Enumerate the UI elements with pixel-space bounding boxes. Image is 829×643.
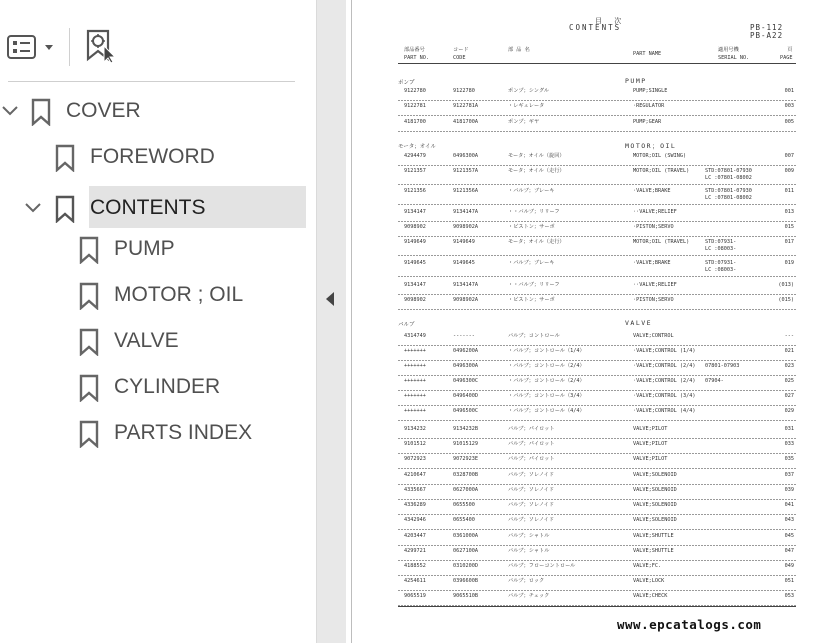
header-label-jp: 適用号機 (718, 47, 739, 53)
header-label-jp: 頁 (787, 47, 793, 53)
part-name-jp: ・バルブ；コントロール（4/4） (508, 408, 585, 414)
part-number: 9098902 (404, 297, 426, 303)
part-number: 4299721 (404, 548, 426, 554)
part-name: MOTOR;OIL (SWING) (633, 153, 687, 159)
page-number: 017 (784, 239, 794, 245)
part-name: ·VALVE;CONTROL (2/4) (633, 363, 696, 369)
bookmarks-panel (0, 0, 316, 643)
table-row (398, 166, 796, 185)
footer-rule (398, 606, 796, 607)
panel-splitter[interactable] (316, 0, 346, 643)
part-code: ------- (453, 333, 475, 339)
header-code (453, 46, 469, 62)
table-row (398, 151, 796, 166)
part-name-jp: バルブ；シャトル (508, 548, 550, 554)
table-row (398, 361, 796, 376)
bookmark-icon (55, 195, 75, 223)
part-number: 9098902 (404, 224, 426, 230)
document-code-1: PB-112 (750, 23, 784, 32)
row-rule (398, 529, 796, 530)
part-name: VALVE;SOLENOID (633, 502, 677, 508)
part-name-jp: バルブ；コントロール (508, 333, 560, 339)
table-row (398, 391, 796, 406)
part-name-jp: バルブ；ソレノイド (508, 517, 555, 523)
part-name-jp: バルブ；ロック (508, 578, 545, 584)
section-heading-jp: ポンプ (398, 80, 415, 86)
part-name-jp: ・バルブ；ブレーキ (508, 260, 555, 266)
part-code: 0627100A (453, 548, 478, 554)
page-number: 039 (784, 487, 794, 493)
row-rule (398, 255, 796, 256)
part-code: 9134147A (453, 209, 478, 215)
part-name: ·VALVE;CONTROL (4/4) (633, 408, 696, 414)
table-row (398, 295, 796, 310)
part-name-jp: モータ；オイル（走行） (508, 239, 565, 245)
part-name-jp: バルブ；チェック (508, 593, 550, 599)
header-rule (398, 63, 796, 64)
page-number: 015 (784, 224, 794, 230)
page-number: 027 (784, 393, 794, 399)
part-name: VALVE;FC. (633, 563, 662, 569)
section-heading-jp: バルブ (398, 322, 415, 328)
page-number: 051 (784, 578, 794, 584)
bookmark-motor-oil[interactable] (0, 273, 316, 317)
row-rule (398, 115, 796, 116)
serial-number: STD:07931- (705, 260, 737, 266)
header-part-no (404, 46, 429, 62)
serial-number-2: LC :08003- (705, 246, 737, 252)
page-number: 021 (784, 348, 794, 354)
part-code: 9121356A (453, 188, 478, 194)
part-name: ·VALVE;BRAKE (633, 188, 671, 194)
part-name: VALVE;CHECK (633, 593, 668, 599)
bookmark-cover[interactable] (0, 89, 316, 133)
part-code: 0496200A (453, 348, 478, 354)
part-name-jp: バルブ；ソレノイド (508, 472, 555, 478)
part-name: ·VALVE;CONTROL (2/4) (633, 378, 696, 384)
table-row (398, 500, 796, 515)
header-label: PART NO. (404, 55, 429, 61)
part-name: VALVE;PILOT (633, 426, 668, 432)
part-code: 9065510B (453, 593, 478, 599)
part-code: 0496300C (453, 378, 478, 384)
part-code: 0496500C (453, 408, 478, 414)
header-part-name-jp (508, 46, 530, 54)
bookmark-icon (79, 420, 99, 448)
bookmark-label: CYLINDER (114, 375, 221, 398)
table-row (398, 561, 796, 576)
options-menu-button[interactable] (6, 34, 56, 60)
row-rule (398, 309, 796, 310)
part-number: 4254611 (404, 578, 426, 584)
find-bookmark-button[interactable] (84, 28, 120, 64)
collapse-panel-icon[interactable] (322, 290, 338, 308)
serial-number: STD:07931- (705, 239, 737, 245)
part-code: 9134232B (453, 426, 478, 432)
part-code: 0396600B (453, 578, 478, 584)
part-name: VALVE;SOLENOID (633, 517, 677, 523)
page-number: 003 (784, 103, 794, 109)
table-row (398, 531, 796, 546)
table-row (398, 406, 796, 421)
part-code: 9149649 (453, 239, 475, 245)
part-number: 4210647 (404, 472, 426, 478)
part-number: +++++++ (404, 393, 426, 399)
page-number: 023 (784, 363, 794, 369)
page-number: 033 (784, 441, 794, 447)
part-name: ·VALVE;BRAKE (633, 260, 671, 266)
part-name-jp: ・バルブ；コントロール（2/4） (508, 363, 585, 369)
bookmark-foreword[interactable] (0, 135, 316, 179)
part-number: 9122780 (404, 88, 426, 94)
part-number: 4203447 (404, 533, 426, 539)
bookmark-label: MOTOR ; OIL (114, 283, 244, 306)
toolbar-separator (8, 81, 295, 82)
page-number: 041 (784, 502, 794, 508)
part-number: 4188552 (404, 563, 426, 569)
bookmark-label: VALVE (114, 329, 179, 352)
row-rule (398, 131, 796, 132)
serial-number-2: LC :08003- (705, 267, 737, 273)
header-label: PAGE (780, 55, 793, 61)
header-page (780, 46, 793, 62)
part-name-jp: ・バルブ；コントロール（2/4） (508, 378, 585, 384)
part-name: PUMP;GEAR (633, 119, 662, 125)
bookmark-icon (79, 374, 99, 402)
part-name-jp: バルブ；パイロット (508, 426, 555, 432)
header-label: PART NAME (633, 51, 662, 57)
page-number: 013 (784, 209, 794, 215)
page-number: 025 (784, 378, 794, 384)
part-code: 0310200D (453, 563, 478, 569)
bookmark-valve[interactable] (0, 319, 316, 363)
part-code: 0361000A (453, 533, 478, 539)
part-number: 4294479 (404, 153, 426, 159)
part-code: 0496300A (453, 363, 478, 369)
page-number: 007 (784, 153, 794, 159)
bookmark-icon (55, 144, 75, 172)
part-name-jp: ・・バルブ；リリーフ (508, 209, 560, 215)
part-name: VALVE;SHUTTLE (633, 533, 674, 539)
header-label: SERIAL NO. (718, 55, 750, 61)
table-row (398, 576, 796, 591)
page-number: 037 (784, 472, 794, 478)
part-number: 9149649 (404, 239, 426, 245)
table-row (398, 117, 796, 132)
table-row (398, 515, 796, 530)
part-name-jp: ・バルブ；ブレーキ (508, 188, 555, 194)
part-name-jp: ポンプ；ギヤ (508, 119, 540, 125)
page-number: 031 (784, 426, 794, 432)
section-heading: VALVE (625, 319, 653, 327)
header-label-jp: コード (453, 47, 469, 53)
part-name: ·PISTON;SERVO (633, 297, 674, 303)
bookmark-label: CONTENTS (90, 196, 206, 219)
part-code: 0655400 (453, 517, 475, 523)
section-heading: PUMP (625, 77, 647, 85)
table-row (398, 439, 796, 454)
page-title: CONTENTS (569, 23, 622, 32)
part-number: 4314749 (404, 333, 426, 339)
part-name: VALVE;CONTROL (633, 333, 674, 339)
part-number: 9134147 (404, 282, 426, 288)
part-code: 9134147A (453, 282, 478, 288)
bookmarks-toolbar (0, 0, 316, 82)
bookmark-label: PARTS INDEX (114, 421, 253, 444)
table-row (398, 207, 796, 222)
page-number: 019 (784, 260, 794, 266)
table-row (398, 546, 796, 561)
table-row (398, 470, 796, 485)
page-number: 053 (784, 593, 794, 599)
row-rule (398, 420, 796, 421)
row-rule (398, 184, 796, 185)
watermark-text: www.epcatalogs.com (617, 617, 762, 632)
table-row (398, 222, 796, 237)
serial-number: STD:07801-07930 (705, 168, 752, 174)
part-code: 0328700B (453, 472, 478, 478)
serial-number: STD:07801-07930 (705, 188, 752, 194)
header-label-jp: 部 品 名 (508, 47, 530, 53)
part-number: 9134147 (404, 209, 426, 215)
part-number: 9121356 (404, 188, 426, 194)
table-row (398, 101, 796, 116)
page-number: 043 (784, 517, 794, 523)
part-number: 4342946 (404, 517, 426, 523)
part-name: VALVE;SHUTTLE (633, 548, 674, 554)
table-row (398, 346, 796, 361)
part-number: 9101512 (404, 441, 426, 447)
part-name-jp: ・レギュレータ (508, 103, 545, 109)
part-number: 9065519 (404, 593, 426, 599)
part-number: 9149645 (404, 260, 426, 266)
serial-number-2: LC :07801-08002 (705, 175, 752, 181)
part-code: 91015129 (453, 441, 478, 447)
part-name-jp: ・ピストン；サーボ (508, 224, 555, 230)
part-name: VALVE;SOLENOID (633, 487, 677, 493)
page-number: 045 (784, 533, 794, 539)
section-heading-jp: モータ；オイル (398, 144, 437, 150)
chevron-down-icon[interactable] (0, 99, 24, 123)
table-row (398, 591, 796, 606)
document-page (351, 0, 829, 643)
serial-number: 07904- (705, 378, 724, 384)
page-number: (013) (778, 282, 794, 288)
part-name-jp: ・ピストン；サーボ (508, 297, 555, 303)
table-row (398, 376, 796, 391)
row-rule (398, 276, 796, 277)
bookmark-label: FOREWORD (90, 145, 215, 168)
part-name-jp: バルブ；パイロット (508, 456, 555, 462)
table-row (398, 454, 796, 469)
bookmark-find-icon (84, 28, 120, 64)
chevron-down-icon[interactable] (23, 196, 47, 220)
part-name: ··VALVE;RELIEF (633, 282, 677, 288)
table-row (398, 424, 796, 439)
part-name-jp: バルブ；ソレノイド (508, 502, 555, 508)
part-code: 9098902A (453, 224, 478, 230)
page-number: 009 (784, 168, 794, 174)
part-number: 9072923 (404, 456, 426, 462)
serial-number: 07801-07903 (705, 363, 740, 369)
part-name-jp: ・バルブ；コントロール（3/4） (508, 393, 585, 399)
section-heading: MOTOR；OIL (625, 142, 677, 150)
part-name: ·VALVE;CONTROL (1/4) (633, 348, 696, 354)
table-row (398, 186, 796, 205)
bookmark-pump[interactable] (0, 227, 316, 271)
part-code: 0655500 (453, 502, 475, 508)
part-name: MOTOR;OIL (TRAVEL) (633, 239, 690, 245)
bookmark-icon (79, 328, 99, 356)
part-number: +++++++ (404, 408, 426, 414)
list-options-icon (6, 34, 56, 60)
part-name-jp: ・・バルブ；リリーフ (508, 282, 560, 288)
serial-number-2: LC :07801-08002 (705, 195, 752, 201)
part-code: 9098902A (453, 297, 478, 303)
part-code: 9121357A (453, 168, 478, 174)
part-name: MOTOR;OIL (TRAVEL) (633, 168, 690, 174)
part-name-jp: モータ；オイル（走行） (508, 168, 565, 174)
page-number: (015) (778, 297, 794, 303)
part-code: 9149645 (453, 260, 475, 266)
bookmark-label: PUMP (114, 237, 175, 260)
page-number: 049 (784, 563, 794, 569)
part-name: VALVE;LOCK (633, 578, 665, 584)
bookmark-parts-index[interactable] (0, 411, 316, 455)
bookmark-icon (79, 282, 99, 310)
part-code: 9122780 (453, 88, 475, 94)
page-title-jp: 目 次 (595, 17, 626, 25)
page-number: 001 (784, 88, 794, 94)
part-name-jp: ポンプ；シングル (508, 88, 550, 94)
part-name-jp: バルブ；ソレノイド (508, 487, 555, 493)
part-name-jp: モータ；オイル（旋回） (508, 153, 565, 159)
table-row (398, 485, 796, 500)
header-label: CODE (453, 55, 466, 61)
page-number: 035 (784, 456, 794, 462)
table-row (398, 258, 796, 277)
page-number: 005 (784, 119, 794, 125)
table-row (398, 331, 796, 346)
part-name: ·VALVE;CONTROL (3/4) (633, 393, 696, 399)
part-name: VALVE;PILOT (633, 456, 668, 462)
part-name-jp: バルブ；パイロット (508, 441, 555, 447)
bookmark-icon (79, 236, 99, 264)
part-name: PUMP;SINGLE (633, 88, 668, 94)
toolbar-divider (69, 28, 70, 66)
document-code-2: PB-A22 (750, 31, 784, 40)
part-code: 9122781A (453, 103, 478, 109)
part-number: +++++++ (404, 378, 426, 384)
part-code: 9072923E (453, 456, 478, 462)
header-serial (718, 46, 749, 62)
part-code: 4181700A (453, 119, 478, 125)
table-row (398, 280, 796, 295)
part-number: +++++++ (404, 363, 426, 369)
part-name: VALVE;SOLENOID (633, 472, 677, 478)
bookmark-contents[interactable] (0, 186, 316, 230)
part-number: 9121357 (404, 168, 426, 174)
row-rule (398, 468, 796, 469)
page-number: --- (784, 333, 794, 339)
part-number: 9122781 (404, 103, 426, 109)
part-number: 4336289 (404, 502, 426, 508)
part-name: ·PISTON;SERVO (633, 224, 674, 230)
part-number: 9134232 (404, 426, 426, 432)
part-name: ·REGULATOR (633, 103, 665, 109)
header-part-name (633, 50, 661, 58)
table-row (398, 237, 796, 256)
part-code: 0627000A (453, 487, 478, 493)
part-name: ··VALVE;RELIEF (633, 209, 677, 215)
part-code: 0496300A (453, 153, 478, 159)
part-code: 0496400D (453, 393, 478, 399)
part-number: 4335667 (404, 487, 426, 493)
page-number: 047 (784, 548, 794, 554)
part-number: +++++++ (404, 348, 426, 354)
header-label-jp: 部品番号 (404, 47, 425, 53)
part-name: VALVE;PILOT (633, 441, 668, 447)
bookmark-label: COVER (66, 99, 141, 122)
page-number: 011 (784, 188, 794, 194)
row-rule (398, 204, 796, 205)
bookmark-icon (31, 98, 51, 126)
part-name-jp: バルブ；シャトル (508, 533, 550, 539)
part-number: 4181700 (404, 119, 426, 125)
part-name-jp: バルブ；フローコントロール (508, 563, 576, 569)
bookmark-cylinder[interactable] (0, 365, 316, 409)
part-name-jp: ・バルブ；コントロール（1/4） (508, 348, 585, 354)
table-row (398, 86, 796, 101)
page-number: 029 (784, 408, 794, 414)
